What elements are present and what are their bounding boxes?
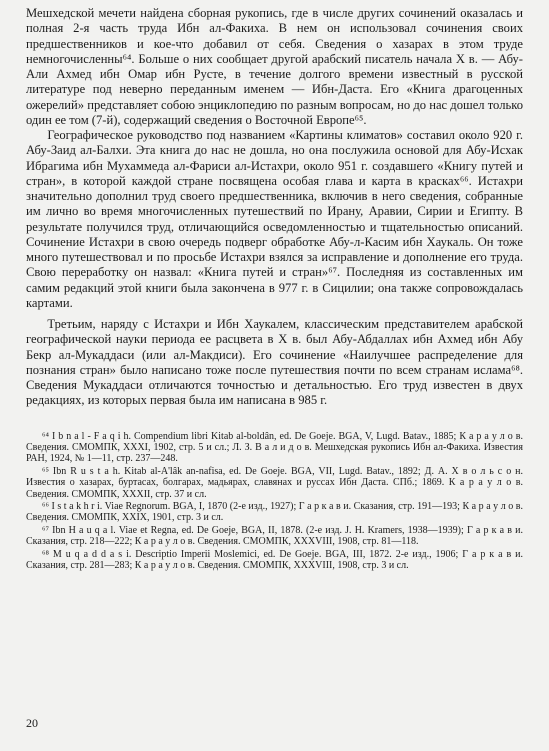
footnotes	[26, 431, 523, 572]
paragraph-1: Мешхедской мечети найдена сборная рукопись, где в числе других сочинений оказалась и полная 2-я часть труда Ибн ал-Факиха. В нем он использовал сочинения своих предшественников и кое-что добавил от себя. Сведения о хазарах в этом труде немногочисленны⁶⁴. Больше о них сообщает другой арабский писатель начала X в. — Абу-Али Ахмед ибн Омар ибн Русте, в течение долгого времени известный в русской литературе под неверно переданным именем — Ибн-Даста. Его «Книга драгоценных ожерелий» представляет собою энциклопедию по разным вопросам, но до нас дошел только один ее том (7-й), содержащий сведения о Восточной Европе⁶⁵.	[26, 6, 523, 127]
main-text	[26, 6, 523, 409]
footnote-67: ⁶⁷ Ibn H a u q a l. Viae et Regna, ed. De Goeje, BGA, II, 1878. (2-е изд. J. H. Kramers, 1938—1939); Г а р к а в и. Сказания, стр. 218—222; К а р а у л о в. Сведения. СМОМПК, XXXVIII, 1908, стр. 81—118.	[26, 524, 523, 548]
footnote-64: ⁶⁴ I b n a l - F a q i h. Compendium libri Kitab al-boldân, ed. De Goeje. BGA, V, Lugd. Batav., 1885; К а р а у л о в. Сведения. СМОМПК, XXXI, 1902, стр. 5 и сл.; Л. З. В а л и д о в. Мешхедская рукопись Ибн ал-Факиха. Известия РАН, 1924, № 1—11, стр. 237—248.	[26, 430, 523, 465]
page-number: 20	[26, 716, 38, 730]
footnote-65: ⁶⁵ Ibn R u s t a h. Kitab al-A'lâk an-nafisa, ed. De Goeje. BGA, VII, Lugd. Batav., 1892; Д. А. Х в о л ь с о н. Известия о хазарах, буртасах, болгарах, мадьярах, славянах и руссах Ибн Даста. СПб.; 1869. К а р а у л о в. Сведения. СМОМПК, XXXII, стр. 37 и сл.	[26, 465, 523, 500]
footnote-66: ⁶⁶ I s t a k h r i. Viae Regnorum. BGA, I, 1870 (2-е изд., 1927); Г а р к а в и. Сказания, стр. 191—193; К а р а у л о в. Сведения. СМОМПК, XXIX, 1901, стр. 3 и сл.	[26, 500, 523, 524]
footnote-68: ⁶⁸ M u q a d d a s i. Descriptio Imperii Moslemici, ed. De Goeje. BGA, III, 1872. 2-е изд., 1906; Г а р к а в и. Сказания, стр. 281—283; К а р а у л о в. Сведения. СМОМПК, XXXVIII, 1908, стр. 3 и сл.	[26, 548, 523, 571]
paragraph-2: Географическое руководство под названием «Картины климатов» составил около 920 г. Абу-Заид ал-Балхи. Эта книга до нас не дошла, но она послужила основой для Абу-Исхак Ибрагима ибн Мухаммеда ал-Фариси ал-Истахри, около 951 г. создавшего «Книгу путей и стран», в которой каждой стране посвящена особая глава и карта в красках⁶⁶. Истахри значительно дополнил труд своего предшественника, включив в него сведения, собранные им лично во время многочисленных путешествий по Ирану, Аравии, Сирии и Египту. В результате получился труд, отличающийся осведомленностью и тщательностью описаний. Сочинение Истахри в свою очередь подверг обработке Абу-л-Касим ибн Хаукаль. Он тоже много путешествовал и по просьбе Истахри взялся за исправление и дополнение его труда. Свою переработку он назвал: «Книга путей и стран»⁶⁷. Последняя из составленных им самим редакций этой книги была закончена в 977 г. в Сицилии; она также сопровождалась картами.	[26, 128, 523, 310]
paragraph-3: Третьим, наряду с Истахри и Ибн Хаукалем, классическим представителем арабской географической науки периода ее расцвета в X в. был Абу-Абдаллах ибн Ахмед ибн Абу Бекр ал-Мукаддаси (или ал-Макдиси). Его сочинение «Наилучшее распределение для познания стран» было написано тоже после путешествия почти по всем странам ислама⁶⁸. Сведения Мукаддаси отличаются точностью и детальностью. Его труд известен в двух редакциях, из которых первая была им написана в 985 г.	[26, 317, 523, 408]
